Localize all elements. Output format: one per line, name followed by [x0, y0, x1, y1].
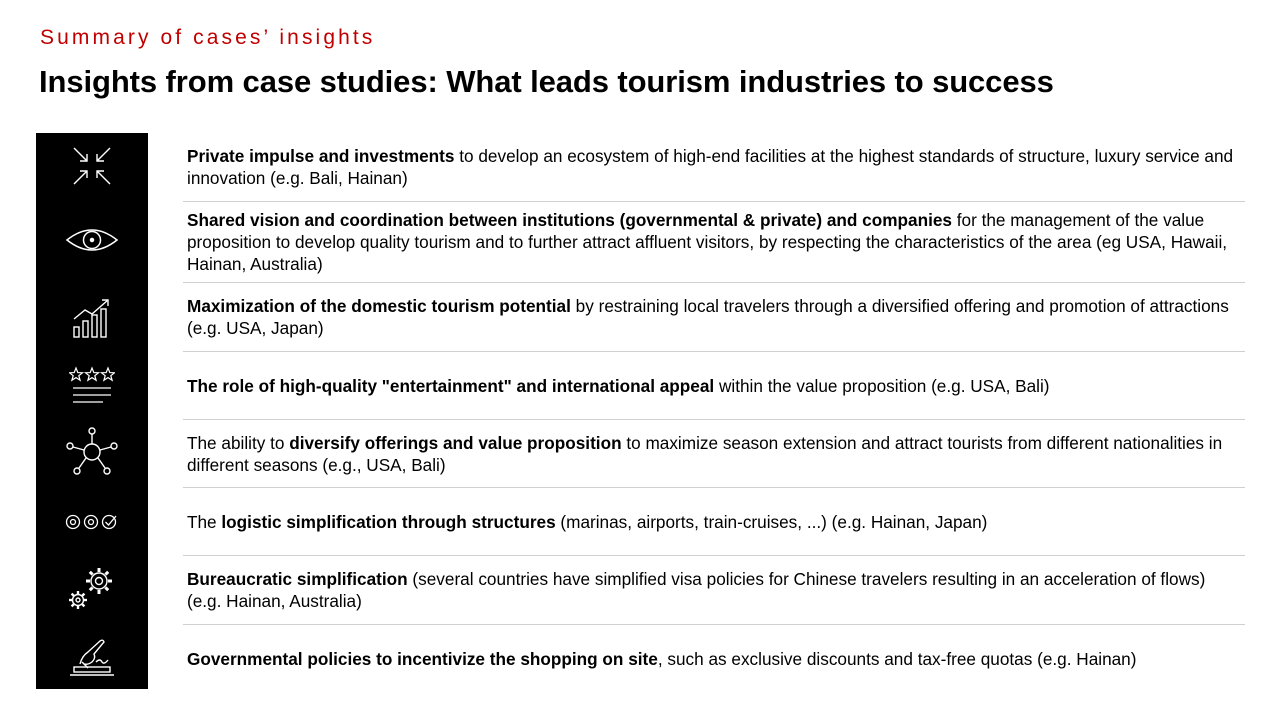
- icon-sidebar: [36, 133, 148, 689]
- insight-row: [183, 625, 1245, 693]
- hand-signing-icon: [62, 633, 122, 683]
- insight-text-pre: The: [187, 511, 222, 532]
- insight-text-post: to maximize season extension and attract tourists from different nationalities in different seasons (e.g., USA, Bali): [187, 432, 1223, 475]
- insight-text-bold: Bureaucratic simplification: [187, 569, 408, 589]
- insight-text-bold: Private impulse and investments: [187, 146, 455, 166]
- insight-row: [183, 133, 1245, 201]
- insight-row: [183, 283, 1245, 351]
- insight-row: [183, 202, 1245, 282]
- insight-text-post: for the management of the value proposition to develop quality tourism and to further attract affluent visitors, by respecting the characteristics of the area (eg USA, Hawaii, Hainan, Australia): [187, 210, 1228, 274]
- page-title: Insights from case studies: What leads tourism industries to success: [39, 64, 1054, 99]
- insight-row: [183, 556, 1245, 624]
- insight-row: [183, 488, 1245, 555]
- growth-chart-icon: [62, 293, 122, 343]
- insight-text-post: to develop an ecosystem of high-end facilities at the highest standards of structure, luxury service and innovation (e.g. Bali, Hainan): [187, 146, 1234, 188]
- gears-icon: [62, 563, 122, 613]
- section-kicker: Summary of cases’ insights: [40, 26, 376, 49]
- eye-icon: [62, 215, 122, 265]
- stars-rating-icon: [62, 361, 122, 411]
- insight-text-pre: The ability to: [187, 432, 290, 453]
- insight-text-post: by restraining local travelers through a diversified offering and promotion of attractions (e.g. USA, Japan): [187, 296, 1229, 338]
- network-hub-icon: [62, 427, 122, 477]
- insight-row: [183, 420, 1245, 487]
- logistics-steps-icon: [62, 497, 122, 547]
- insight-text-post: within the value proposition (e.g. USA, Bali): [714, 375, 1050, 396]
- insight-text-bold: Maximization of the domestic tourism potential: [187, 296, 571, 316]
- insight-text-post: (marinas, airports, train-cruises, ...) (e.g. Hainan, Japan): [555, 511, 988, 532]
- insight-text-bold: Shared vision and coordination between institutions (governmental & private) and companies: [187, 210, 952, 230]
- insight-text-bold: The role of high-quality "entertainment" and international appeal: [187, 375, 715, 396]
- insight-text-bold: Governmental policies to incentivize the shopping on site: [187, 649, 658, 669]
- insight-text-bold: logistic simplification through structures: [221, 511, 556, 532]
- insight-text-bold: diversify offerings and value proposition: [289, 432, 622, 453]
- converge-arrows-icon: [62, 141, 122, 191]
- insight-text-post: , such as exclusive discounts and tax-free quotas (e.g. Hainan): [657, 649, 1137, 669]
- insight-row: [183, 352, 1245, 419]
- insight-text-post: (several countries have simplified visa policies for Chinese travelers resulting in an acceleration of flows) (e.g. Hainan, Australia): [187, 569, 1206, 611]
